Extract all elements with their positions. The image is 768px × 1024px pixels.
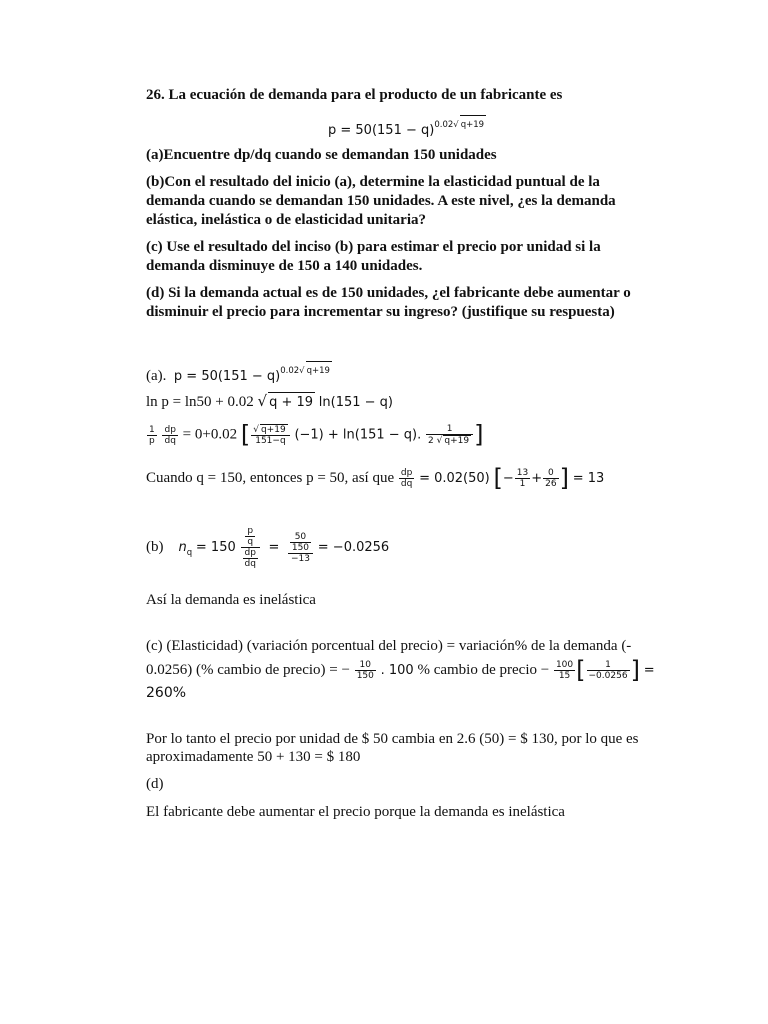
frac-den (241, 548, 260, 569)
frac-1-over-2sqrt (426, 424, 473, 446)
part-d-line-1: (d) Si la demanda actual es de 150 unidades, ¿el fabricante debe aumentar o (146, 285, 631, 301)
part-c-line-2: demanda disminuye de 150 a 140 unidades. (146, 258, 423, 274)
frac-num: 1 (426, 424, 473, 435)
frac-num: dp (400, 468, 413, 478)
c-l2-b: . 100 (380, 662, 414, 678)
frac-den: −13 (290, 553, 310, 564)
b-result: = −0.0256 (317, 539, 390, 555)
cuando-text: Cuando q = 150, entonces p = 50, así que (146, 469, 395, 486)
part-a-question: (a)Encuentre dp/dq cuando se demandan 150 unidades (146, 147, 497, 163)
frac-num: 1 (149, 424, 155, 435)
frac-13-1 (515, 468, 530, 489)
solution-a-label: (a). (146, 368, 167, 384)
c-l2-c: % cambio de precio − (417, 661, 550, 678)
frac-num: 13 (516, 468, 529, 478)
frac-num: dp (244, 548, 256, 558)
frac-100-15 (554, 660, 575, 681)
frac-num: 10 (355, 660, 376, 671)
log-pre: ln p = ln50 + 0.02 (146, 394, 254, 410)
minus-sign: − (502, 470, 514, 486)
right-bracket: ] (474, 420, 484, 449)
part-b-line-1: (b)Con el resultado del inicio (a), determine la elasticidad puntual de la (146, 174, 600, 190)
frac-num: dp (164, 424, 176, 435)
frac-elasticity-values (288, 532, 313, 564)
sol-eq-exp: 0.02 (280, 366, 300, 376)
sqrt-sign: √ (299, 366, 305, 376)
derivative-line (146, 420, 484, 449)
sol-eq-rad: q+19 (306, 361, 332, 381)
solution-c-line-3: 260% (146, 685, 187, 701)
cuando-line (146, 464, 605, 492)
frac-den: 150 (291, 542, 310, 553)
frac-den: dq (244, 559, 256, 569)
frac-0-26 (543, 468, 558, 489)
eq-rad: q+19 (460, 115, 486, 135)
frac-den: 151−q (255, 436, 286, 446)
problem-title: 26. La ecuación de demanda para el producto de un fabricante es (146, 87, 563, 103)
cuando-result: = 13 (572, 470, 605, 486)
frac-num: 50 (290, 532, 311, 543)
frac-num: √ q+19 (251, 424, 289, 436)
eta-sub: q (186, 547, 193, 558)
sol-eq-lhs: p = 50(151 − q) (173, 369, 281, 384)
solution-a-equation (146, 361, 332, 386)
frac-dp-dq (399, 468, 414, 489)
frac-den: 26 (545, 479, 557, 489)
price-line-2: aproximadamente 50 + 130 = $ 180 (146, 749, 361, 765)
part-b-line-3: elástica, inelástica o de elasticidad unitaria? (146, 212, 426, 228)
frac-den-pre: 2 (428, 436, 434, 446)
deriv-mid2: (−1) + ln(151 − q). (294, 427, 422, 443)
frac-den: 1 (519, 479, 526, 489)
eq-exp: 0.02 (434, 120, 454, 130)
c-l2-d: = (643, 662, 655, 678)
b-eq2: = (268, 539, 280, 555)
frac-1-over-p (147, 425, 157, 446)
frac-num: 100 (555, 660, 574, 670)
part-d-line-2: disminuir el precio para incrementar su ingreso? (justifique su respuesta) (146, 304, 615, 320)
left-bracket: [ (576, 656, 586, 684)
frac-den: dq (164, 435, 176, 446)
frac-num (241, 526, 260, 548)
frac-dp-dq (162, 425, 177, 446)
plus-sign: + (531, 470, 543, 486)
log-rad: q + 19 (268, 392, 315, 412)
deriv-mid: = 0+0.02 (182, 426, 238, 443)
frac-elasticity (241, 526, 260, 569)
frac-num: 1 (587, 660, 630, 671)
log-post: ln(151 − q) (318, 395, 393, 410)
sqrt-sign: √ (257, 392, 268, 410)
solution-c-line-2 (146, 656, 655, 684)
eq-lhs: p = 50(151 − q) (328, 123, 435, 138)
c-l2-a: 0.0256) (% cambio de precio) = − (146, 661, 350, 678)
solution-c-line-1: (c) (Elasticidad) (variación porcentual del precio) = variación% de la demanda (- (146, 638, 632, 654)
frac-den: dq (400, 479, 413, 489)
solution-d-text: El fabricante debe aumentar el precio porque la demanda es inelástica (146, 804, 565, 820)
frac-num: p (247, 526, 254, 536)
solution-d-label: (d) (146, 776, 164, 792)
frac-den: 2 √ q+19 (428, 436, 470, 446)
frac-den: p (149, 435, 155, 446)
price-line-1: Por lo tanto el precio por unidad de $ 50 cambia en 2.6 (50) = $ 130, por lo que es (146, 731, 639, 747)
solution-b-label: (b) (146, 538, 164, 555)
right-bracket: ] (630, 656, 640, 684)
frac-sqrt-over (251, 424, 289, 446)
frac-10-150 (355, 660, 376, 681)
solution-b-line (146, 526, 389, 569)
frac-num (288, 532, 313, 554)
inelastic-statement: Así la demanda es inelástica (146, 592, 316, 608)
right-bracket: ] (559, 464, 569, 492)
frac-den: q (247, 537, 254, 547)
demand-equation (328, 115, 486, 140)
frac-1-elasticity (587, 660, 630, 681)
frac-den: 150 (356, 671, 374, 681)
part-c-line-1: (c) Use el resultado del inciso (b) para estimar el precio por unidad si la (146, 239, 601, 255)
b-eq1: = 150 (195, 539, 236, 555)
frac-den: −0.0256 (588, 671, 628, 681)
sqrt-sign: √ (453, 120, 459, 130)
log-line (146, 392, 393, 412)
frac-rad: q+19 (260, 425, 286, 435)
left-bracket: [ (240, 420, 251, 449)
frac-rad: q+19 (444, 436, 470, 446)
eta-symbol: n (178, 539, 187, 555)
part-b-line-2: demanda cuando se demandan 150 unidades. A este nivel, ¿es la demanda (146, 193, 616, 209)
frac-num: 0 (543, 468, 558, 479)
frac-den: 15 (558, 671, 571, 681)
cuando-eq: = 0.02(50) (419, 470, 490, 486)
left-bracket: [ (493, 464, 503, 492)
